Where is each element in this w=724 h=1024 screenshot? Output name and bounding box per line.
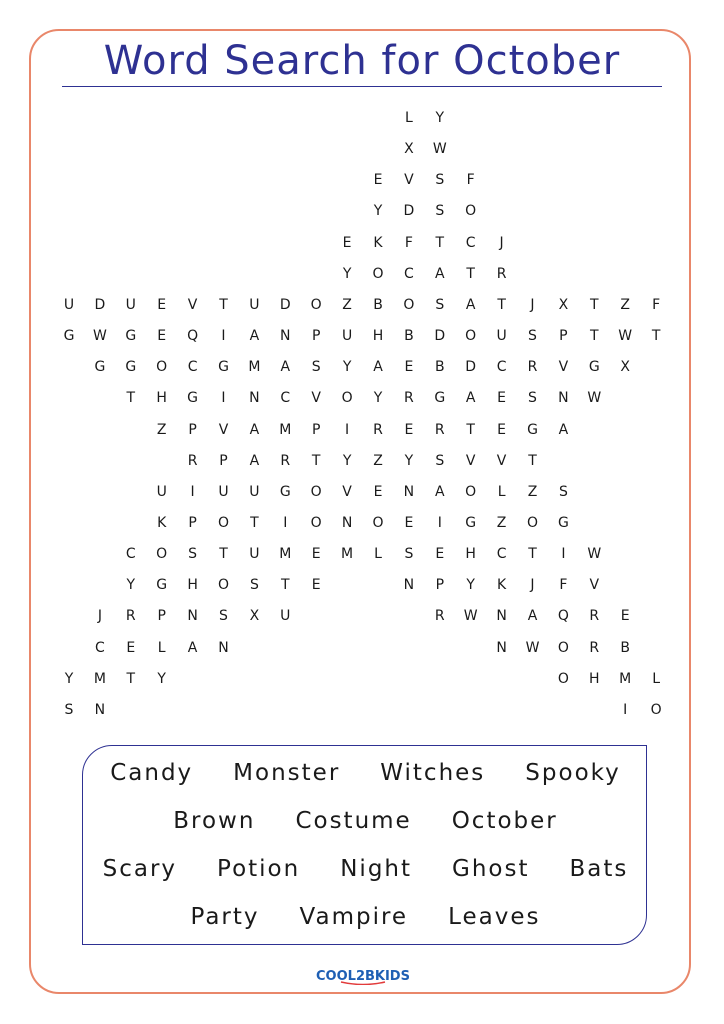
grid-letter: N <box>94 701 106 718</box>
grid-letter: P <box>435 577 445 594</box>
grid-letter: B <box>373 296 383 313</box>
grid-letter: S <box>435 452 445 469</box>
grid-letter: O <box>465 203 477 220</box>
grid-letter: G <box>465 514 477 531</box>
grid-row <box>0 141 724 161</box>
grid-letter: R <box>434 608 445 625</box>
word-costume: Costume <box>295 808 412 834</box>
grid-letter: N <box>496 639 507 656</box>
grid-letter: K <box>497 577 507 594</box>
grid-letter: X <box>620 359 630 376</box>
cool2bkids-logo <box>311 964 415 986</box>
grid-letter: V <box>496 452 507 469</box>
word-list-line <box>83 808 648 834</box>
grid-row <box>0 390 724 410</box>
grid-letter: O <box>557 670 569 687</box>
grid-letter: D <box>279 296 291 313</box>
grid-letter: Z <box>342 296 352 313</box>
word-brown: Brown <box>173 808 256 834</box>
grid-letter: W <box>525 639 540 656</box>
grid-letter: A <box>187 639 198 656</box>
grid-letter: S <box>404 546 414 563</box>
grid-letter: V <box>311 390 321 407</box>
grid-letter: F <box>404 234 413 251</box>
grid-letter: N <box>496 608 507 625</box>
grid-letter: B <box>434 359 445 376</box>
grid-letter: O <box>341 390 353 407</box>
grid-letter: W <box>432 141 447 158</box>
grid-letter: M <box>93 670 106 687</box>
grid-letter: S <box>249 577 259 594</box>
grid-letter: Y <box>342 359 352 376</box>
grid-letter: Z <box>156 421 167 438</box>
grid-letter: D <box>434 328 446 345</box>
grid-letter: G <box>187 390 199 407</box>
grid-letter: O <box>310 483 322 500</box>
grid-letter: C <box>187 359 198 376</box>
grid-letter: S <box>435 172 445 189</box>
grid-letter: P <box>188 421 197 438</box>
word-witches: Witches <box>380 760 486 786</box>
grid-letter: E <box>311 577 321 594</box>
grid-letter: I <box>221 390 226 407</box>
grid-letter: E <box>157 296 167 313</box>
grid-letter: S <box>64 701 74 718</box>
grid-letter: Z <box>496 514 507 531</box>
grid-letter: O <box>310 514 322 531</box>
grid-letter: I <box>561 546 566 563</box>
grid-letter: U <box>496 328 507 345</box>
grid-letter: W <box>587 546 602 563</box>
grid-letter: U <box>249 483 260 500</box>
grid-letter: A <box>558 421 569 438</box>
grid-letter: V <box>404 172 414 189</box>
word-leaves: Leaves <box>448 904 541 930</box>
grid-letter: A <box>435 265 445 282</box>
grid-letter: I <box>190 483 195 500</box>
grid-letter: T <box>590 296 599 313</box>
grid-letter: S <box>435 203 445 220</box>
grid-letter: U <box>249 296 260 313</box>
grid-letter: G <box>218 359 229 376</box>
grid-letter: E <box>404 421 414 438</box>
grid-letter: M <box>619 670 632 687</box>
word-vampire: Vampire <box>299 904 409 930</box>
grid-letter: I <box>221 328 226 345</box>
grid-letter: T <box>466 421 475 438</box>
grid-letter: T <box>250 514 259 531</box>
grid-letter: T <box>311 452 321 469</box>
grid-letter: W <box>587 390 602 407</box>
grid-letter: A <box>249 421 260 438</box>
grid-letter: J <box>97 608 102 625</box>
grid-letter: O <box>465 483 477 500</box>
grid-row <box>0 172 724 192</box>
grid-letter: L <box>374 546 382 563</box>
grid-letter: U <box>249 546 260 563</box>
grid-letter: V <box>589 577 600 594</box>
word-list-line <box>83 760 648 786</box>
grid-row <box>0 328 724 348</box>
grid-letter: S <box>528 328 537 345</box>
grid-letter: O <box>217 577 230 594</box>
grid-letter: L <box>157 639 166 656</box>
grid-row <box>0 546 724 566</box>
grid-letter: E <box>342 234 352 251</box>
word-night: Night <box>340 856 413 882</box>
grid-letter: E <box>126 639 136 656</box>
grid-letter: R <box>404 390 414 407</box>
grid-letter: G <box>279 483 291 500</box>
grid-letter: C <box>496 546 507 563</box>
grid-row <box>0 640 724 660</box>
grid-letter: T <box>466 265 475 282</box>
grid-letter: L <box>404 110 413 126</box>
grid-letter: U <box>218 483 229 500</box>
grid-letter: O <box>650 701 662 718</box>
grid-letter: V <box>342 483 352 500</box>
grid-letter: S <box>435 296 445 313</box>
grid-letter: G <box>63 328 75 345</box>
grid-letter: B <box>404 328 414 345</box>
grid-row <box>0 702 724 722</box>
grid-letter: S <box>528 390 537 407</box>
grid-letter: A <box>465 390 476 407</box>
word-scary: Scary <box>102 856 178 882</box>
grid-letter: Z <box>373 452 383 469</box>
grid-letter: U <box>156 483 167 500</box>
grid-letter: T <box>126 670 136 687</box>
grid-letter: T <box>435 234 445 251</box>
word-list-line <box>83 904 648 930</box>
grid-letter: Y <box>466 577 475 594</box>
grid-letter: Q <box>187 328 199 345</box>
grid-letter: O <box>557 639 569 656</box>
grid-letter: P <box>188 514 197 531</box>
grid-letter: S <box>219 608 228 625</box>
grid-letter: O <box>372 514 384 531</box>
grid-letter: O <box>465 328 477 345</box>
grid-letter: A <box>435 483 445 500</box>
grid-letter: N <box>341 514 353 531</box>
grid-letter: Z <box>620 296 630 313</box>
grid-letter: V <box>558 359 569 376</box>
grid-letter: E <box>497 390 507 407</box>
grid-letter: X <box>404 141 414 158</box>
word-october: October <box>451 808 558 834</box>
grid-letter: N <box>403 483 415 500</box>
grid-letter: Y <box>64 670 74 687</box>
grid-letter: E <box>404 359 414 376</box>
grid-letter: A <box>280 359 291 376</box>
grid-row <box>0 608 724 628</box>
grid-letter: X <box>558 296 569 313</box>
grid-letter: L <box>497 483 506 500</box>
grid-letter: M <box>279 421 292 438</box>
grid-letter: U <box>125 296 136 313</box>
grid-letter: R <box>527 359 538 376</box>
grid-letter: A <box>249 452 260 469</box>
word-spooky: Spooky <box>525 760 621 786</box>
grid-letter: G <box>527 421 538 438</box>
grid-letter: G <box>588 359 600 376</box>
grid-letter: O <box>310 296 322 313</box>
grid-letter: P <box>311 328 321 345</box>
grid-letter: S <box>188 546 198 563</box>
grid-letter: Y <box>404 452 414 469</box>
grid-letter: W <box>618 328 633 345</box>
grid-letter: I <box>345 421 350 438</box>
grid-letter: V <box>218 421 229 438</box>
grid-letter: J <box>530 296 535 313</box>
grid-letter: T <box>219 296 228 313</box>
grid-letter: E <box>620 608 630 625</box>
grid-letter: Y <box>373 390 383 407</box>
grid-letter: T <box>590 328 599 345</box>
grid-letter: A <box>465 296 476 313</box>
grid-letter: O <box>156 546 168 563</box>
grid-letter: G <box>156 577 168 594</box>
grid-letter: C <box>404 265 414 282</box>
grid-row <box>0 484 724 504</box>
grid-letter: T <box>219 546 228 563</box>
grid-row <box>0 453 724 473</box>
grid-letter: K <box>157 514 167 531</box>
grid-letter: R <box>125 608 136 625</box>
grid-letter: O <box>403 296 415 313</box>
word-bats: Bats <box>569 856 629 882</box>
grid-letter: C <box>280 390 291 407</box>
grid-letter: R <box>589 639 600 656</box>
grid-letter: Y <box>435 110 445 126</box>
grid-letter: M <box>341 546 354 563</box>
grid-letter: E <box>157 328 167 345</box>
grid-letter: G <box>434 390 446 407</box>
grid-letter: E <box>373 483 383 500</box>
grid-letter: E <box>373 172 383 189</box>
grid-letter: C <box>496 359 507 376</box>
grid-letter: Y <box>342 452 352 469</box>
grid-letter: T <box>528 546 537 563</box>
grid-letter: F <box>559 577 568 594</box>
grid-letter: R <box>589 608 600 625</box>
grid-letter: R <box>496 265 507 282</box>
grid-letter: B <box>620 639 630 656</box>
grid-letter: R <box>434 421 445 438</box>
grid-letter: H <box>187 577 198 594</box>
word-potion: Potion <box>217 856 301 882</box>
grid-letter: Z <box>527 483 538 500</box>
grid-letter: I <box>437 514 442 531</box>
grid-letter: U <box>341 328 353 345</box>
grid-letter: D <box>94 296 106 313</box>
grid-letter: N <box>280 328 291 345</box>
grid-letter: U <box>63 296 75 313</box>
word-candy: Candy <box>110 760 194 786</box>
grid-letter: R <box>280 452 291 469</box>
grid-row <box>0 203 724 223</box>
grid-letter: N <box>403 577 415 594</box>
grid-letter: M <box>248 359 261 376</box>
grid-letter: E <box>435 546 445 563</box>
grid-row <box>0 577 724 597</box>
grid-letter: I <box>283 514 288 531</box>
grid-letter: G <box>94 359 106 376</box>
grid-letter: T <box>651 328 661 345</box>
grid-letter: H <box>589 670 600 687</box>
page-title: Word Search for October <box>103 38 621 84</box>
grid-letter: N <box>249 390 260 407</box>
grid-letter: Y <box>373 203 383 220</box>
grid-letter: L <box>652 670 660 687</box>
grid-letter: Y <box>126 577 136 594</box>
grid-row <box>0 110 724 130</box>
word-list-box <box>82 745 647 945</box>
grid-letter: T <box>281 577 290 594</box>
grid-letter: S <box>311 359 321 376</box>
grid-letter: O <box>372 265 384 282</box>
grid-letter: N <box>558 390 569 407</box>
grid-letter: T <box>497 296 506 313</box>
grid-letter: D <box>403 203 415 220</box>
grid-letter: W <box>92 328 107 345</box>
grid-letter: A <box>527 608 538 625</box>
grid-letter: Y <box>157 670 166 687</box>
grid-letter: G <box>125 359 137 376</box>
grid-letter: P <box>219 452 228 469</box>
grid-letter: H <box>372 328 384 345</box>
grid-letter: P <box>157 608 166 625</box>
grid-letter: N <box>218 639 229 656</box>
grid-row <box>0 671 724 691</box>
grid-row <box>0 422 724 442</box>
grid-letter: Y <box>342 265 352 282</box>
grid-letter: A <box>373 359 383 376</box>
grid-letter: F <box>652 296 661 313</box>
grid-letter: N <box>187 608 198 625</box>
grid-letter: E <box>404 514 414 531</box>
grid-row <box>0 515 724 535</box>
grid-letter: V <box>465 452 476 469</box>
grid-letter: D <box>465 359 477 376</box>
grid-letter: V <box>187 296 198 313</box>
grid-letter: C <box>125 546 136 563</box>
word-monster: Monster <box>233 760 341 786</box>
grid-letter: E <box>497 421 507 438</box>
word-list-line <box>83 856 648 882</box>
grid-letter: A <box>249 328 260 345</box>
grid-letter: O <box>526 514 539 531</box>
grid-letter: G <box>557 514 569 531</box>
grid-letter: J <box>530 577 535 594</box>
grid-letter: W <box>463 608 478 625</box>
grid-letter: O <box>217 514 230 531</box>
grid-letter: P <box>559 328 568 345</box>
word-ghost: Ghost <box>452 856 530 882</box>
grid-letter: J <box>499 234 504 251</box>
grid-letter: G <box>125 328 137 345</box>
grid-letter: K <box>373 234 383 251</box>
grid-row <box>0 235 724 255</box>
grid-letter: Q <box>557 608 569 625</box>
grid-letter: X <box>249 608 260 625</box>
grid-letter: H <box>465 546 476 563</box>
grid-letter: M <box>279 546 292 563</box>
grid-letter: T <box>528 452 537 469</box>
grid-letter: S <box>558 483 568 500</box>
grid-row <box>0 359 724 379</box>
word-party: Party <box>190 904 260 930</box>
grid-letter: H <box>156 390 167 407</box>
logo-text: COOL2BKIDS <box>316 969 410 984</box>
grid-letter: E <box>311 546 321 563</box>
grid-letter: O <box>156 359 168 376</box>
grid-letter: C <box>465 234 476 251</box>
grid-row <box>0 266 724 286</box>
grid-letter: U <box>280 608 291 625</box>
grid-letter: I <box>623 701 628 718</box>
grid-letter: R <box>373 421 383 438</box>
grid-letter: C <box>95 639 105 656</box>
grid-letter: P <box>311 421 321 438</box>
logo-graphic <box>311 965 415 985</box>
grid-letter: R <box>187 452 198 469</box>
grid-letter: T <box>126 390 136 407</box>
grid-row <box>0 297 724 317</box>
grid-letter: F <box>466 172 475 189</box>
